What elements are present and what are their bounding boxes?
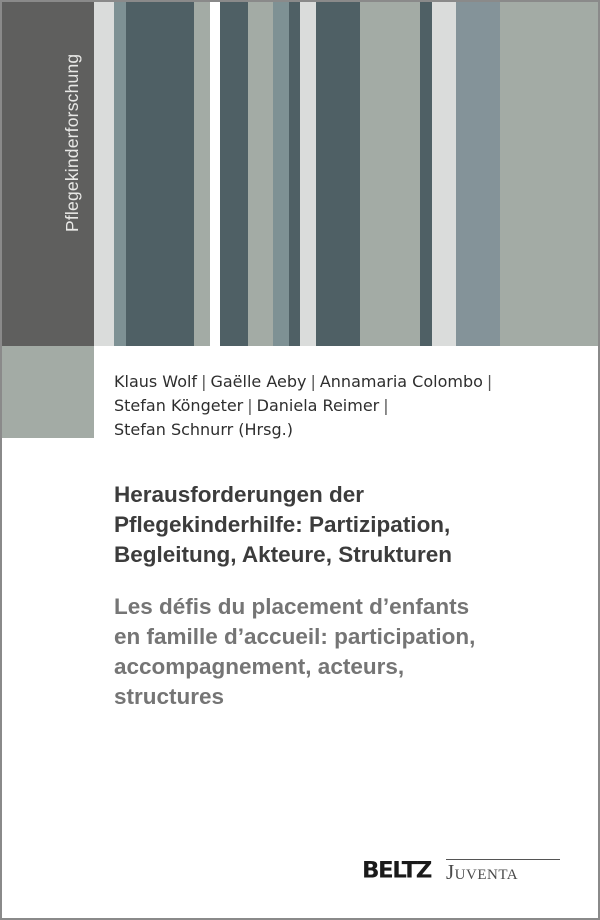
title-line: Herausforderungen der xyxy=(114,482,365,507)
title-line: en famille d’accueil: participation, xyxy=(114,624,476,649)
editor-name: Daniela Reimer xyxy=(256,396,380,415)
separator: | xyxy=(247,396,253,415)
title-french xyxy=(114,592,584,712)
stripe xyxy=(360,2,420,346)
separator: | xyxy=(383,396,389,415)
title-line: Begleitung, Akteure, Strukturen xyxy=(114,542,452,567)
title-line: Les défis du placement d’enfants xyxy=(114,594,470,619)
separator: | xyxy=(201,372,207,391)
stripe xyxy=(273,2,289,346)
series-title: Pflegekinderforschung xyxy=(62,53,82,232)
stripe xyxy=(126,2,194,346)
title-line: Pflegekinderhilfe: Partizipation, xyxy=(114,512,451,537)
publisher-name-beltz: BELTZ xyxy=(362,858,431,884)
series-panel xyxy=(2,2,94,346)
editor-name: Gaëlle Aeby xyxy=(210,372,307,391)
title-line: structures xyxy=(114,684,225,709)
editors-list xyxy=(114,370,584,442)
separator: | xyxy=(310,372,316,391)
separator: | xyxy=(486,372,493,391)
editors-line-3: Stefan Schnurr (Hrsg.) xyxy=(114,420,293,439)
editor-name: Klaus Wolf xyxy=(114,372,198,391)
title-german xyxy=(114,480,584,570)
publisher-logo xyxy=(362,854,562,886)
stripe xyxy=(94,2,114,346)
stripe xyxy=(248,2,273,346)
title-line: accompagnement, acteurs, xyxy=(114,654,405,679)
stripe xyxy=(432,2,456,346)
stripe xyxy=(300,2,316,346)
sage-accent-block xyxy=(2,346,94,438)
stripe xyxy=(316,2,360,346)
stripe xyxy=(456,2,500,346)
stripe xyxy=(114,2,126,346)
editor-name: Stefan Köngeter xyxy=(114,396,244,415)
editors-line-2 xyxy=(114,394,584,418)
stripe xyxy=(500,2,600,346)
stripe xyxy=(210,2,220,346)
editor-name: Annamaria Colombo xyxy=(319,372,483,391)
stripe xyxy=(220,2,248,346)
stripe xyxy=(194,2,210,346)
editors-line-1 xyxy=(114,370,584,394)
stripe xyxy=(420,2,432,346)
stripe xyxy=(289,2,300,346)
publisher-name-juventa: Juventa xyxy=(446,860,519,884)
